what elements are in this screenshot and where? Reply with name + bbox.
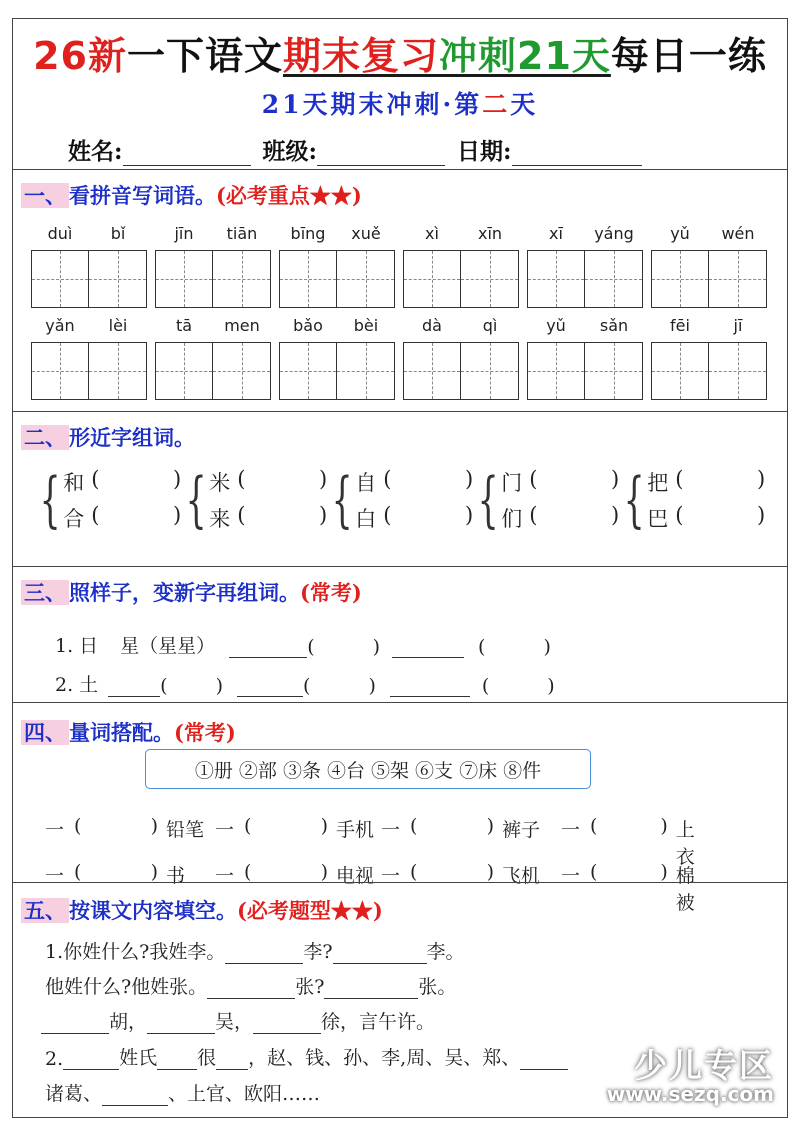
tianzige-pair [527,250,651,308]
left-paren: ( [74,861,82,883]
pinyin-word [31,224,155,308]
example-line: 1. 日 星（星星） ( ) ( ) [55,635,551,658]
character: 白 [355,507,377,531]
worksheet-subtitle: 21天期末冲刺·第二天 [261,90,539,119]
tianzige-box[interactable] [31,250,89,308]
pinyin-word [527,316,651,400]
section-pinyin [13,169,787,411]
answer-paren[interactable] [529,467,619,497]
section-heading: 三、 照样子，变新字再组词。(常考) [21,577,362,607]
pinyin-word [155,316,279,400]
tianzige-box[interactable] [585,250,643,308]
yi-char: 一 [561,865,581,887]
answer-blank[interactable] [207,977,295,999]
pinyin-labels [279,224,403,250]
pinyin-row [31,316,775,400]
answer-blank[interactable] [41,1012,109,1034]
measure-word-options: ①册 ②部 ③条 ④台 ⑤架 ⑥支 ⑦床 ⑧件 [145,749,591,789]
right-paren: ) [486,815,495,837]
pinyin-syllable: men [224,316,260,335]
section-new-chars [13,566,787,702]
char-pair-group [323,465,474,535]
tianzige-box[interactable] [651,342,709,400]
left-paren: ( [237,503,246,527]
char-pair-group [31,465,182,535]
fill-line: 诸葛、 、上官、欧阳…… [45,1083,321,1105]
pair-lines [647,467,765,533]
date-label: 日期: [457,138,512,165]
tianzige-box[interactable] [89,250,147,308]
answer-blank[interactable] [108,675,160,697]
section-heading: 四、 量词搭配。(常考) [21,717,236,747]
pinyin-word [651,224,775,308]
left-paren: ( [410,815,418,837]
answer-blank[interactable] [102,1084,168,1106]
pinyin-syllable: bǐ [110,224,126,243]
fill-line: 胡， 吴， 徐，言午许。 [41,1007,435,1034]
class-blank[interactable] [317,142,445,166]
pinyin-syllable: bǎo [293,316,323,335]
pinyin-labels [527,316,651,342]
pinyin-syllable: bèi [353,316,379,335]
char-word-line [501,503,619,533]
answer-blank[interactable] [324,977,418,999]
tianzige-pair [651,250,775,308]
character: 巴 [647,507,669,531]
left-paren: ( [91,467,100,491]
left-paren: ( [244,815,252,837]
answer-blank[interactable] [147,1012,215,1034]
left-paren: ( [675,467,684,491]
left-paren: ( [383,503,392,527]
character: 门 [501,471,523,495]
name-blank[interactable] [123,142,251,166]
exercise-line: 2. 土 ( ) ( ) ( ) [55,665,555,697]
answer-blank[interactable] [392,636,464,658]
brace-mark: { [331,465,353,535]
left-paren: ( [529,503,538,527]
tianzige-pair [155,342,279,400]
pinyin-word [279,316,403,400]
tianzige-box[interactable] [403,342,461,400]
tianzige-box[interactable] [279,342,337,400]
pinyin-syllable: yǔ [546,316,566,335]
answer-blank[interactable] [390,665,470,697]
tianzige-box[interactable] [31,342,89,400]
pair-lines [501,467,619,533]
pinyin-word [155,224,279,308]
noun: 书 [166,865,186,887]
answer-blank[interactable] [333,942,427,964]
pair-lines [209,467,327,533]
pinyin-labels [155,316,279,342]
answer-paren[interactable] [383,503,473,533]
pinyin-labels [31,224,155,250]
noun: 裤子 [502,819,541,841]
character: 把 [647,471,669,495]
char-word-line [355,503,473,533]
right-paren: ) [150,861,159,883]
character: 米 [209,471,231,495]
pinyin-syllable: fēi [670,316,690,335]
left-paren: ( [675,503,684,527]
fill-line: 1.你姓什么?我姓李。 李? 李。 [45,941,465,963]
name-label: 姓名: [68,138,123,165]
answer-paren[interactable] [529,503,619,533]
section-heading: 一、 看拼音写词语。(必考重点★★) [21,180,362,210]
pinyin-syllable: yáng [594,224,634,243]
pinyin-syllable: tā [175,316,193,335]
right-paren: ) [318,503,328,527]
brace-mark: { [185,465,207,535]
pinyin-syllable: yǔ [670,224,690,243]
noun: 电视 [336,865,375,887]
right-paren: ) [320,861,329,883]
char-word-line [355,467,473,497]
answer-blank[interactable] [216,1048,248,1070]
left-paren: ( [91,503,100,527]
yi-char: 一 [381,865,401,887]
answer-blank[interactable] [229,636,307,658]
char-pairs [31,465,766,535]
pinyin-labels [155,224,279,250]
answer-paren[interactable] [91,503,181,533]
right-paren: ) [756,467,766,491]
right-paren: ) [610,467,620,491]
pinyin-labels [403,224,527,250]
character: 合 [63,507,85,531]
pinyin-syllable: xì [425,224,439,243]
yi-char: 一 [45,865,65,887]
tianzige-box[interactable] [155,250,213,308]
character: 们 [501,507,523,531]
yi-char: 一 [45,819,65,841]
tianzige-pair [651,342,775,400]
answer-blank[interactable] [157,1048,197,1070]
answer-paren[interactable] [383,467,473,497]
worksheet-title: 26新一下语文期末复习冲刺21天每日一练 [33,34,767,78]
pinyin-syllable: lèi [108,316,128,335]
answer-blank[interactable] [237,675,303,697]
answer-paren[interactable] [675,467,765,497]
tianzige-box[interactable] [89,342,147,400]
yi-char: 一 [561,819,581,841]
left-paren: ( [383,467,392,491]
right-paren: ) [172,503,182,527]
class-label: 班级: [262,138,317,165]
right-paren: ) [486,861,495,883]
pinyin-labels [651,224,775,250]
right-paren: ) [464,467,474,491]
pinyin-labels [403,316,527,342]
yi-char: 一 [215,865,235,887]
answer-paren[interactable] [91,467,181,497]
fill-line: 2. 姓氏 很 ，赵、钱、孙、李,周、吴、郑、 [45,1043,568,1070]
yi-char: 一 [215,819,235,841]
pinyin-row [31,224,775,308]
pinyin-word [403,224,527,308]
tianzige-pair [31,250,155,308]
pinyin-labels [31,316,155,342]
char-word-line [501,467,619,497]
pair-lines [63,467,181,533]
pinyin-syllable: xuě [351,224,381,243]
section-heading: 五、 按课文内容填空。(必考题型★★) [21,895,383,925]
tianzige-box[interactable] [651,250,709,308]
yi-char: 一 [381,819,401,841]
right-paren: ) [610,503,620,527]
char-word-line [63,503,181,533]
answer-paren[interactable] [237,467,327,497]
fill-line: 他姓什么?他姓张。 张? 张。 [45,976,457,998]
tianzige-box[interactable] [461,250,519,308]
brace-mark: { [477,465,499,535]
right-paren: ) [172,467,182,491]
right-paren: ) [660,815,668,837]
left-paren: ( [244,861,252,883]
tianzige-pair [403,250,527,308]
left-paren: ( [590,815,598,837]
pinyin-syllable: dà [422,316,442,335]
pinyin-syllable: tiān [226,224,258,243]
pinyin-word [527,224,651,308]
tianzige-pair [31,342,155,400]
site-watermark: 少儿专区 www.sezq.com [606,1046,774,1106]
tianzige-box[interactable] [527,342,585,400]
tianzige-box[interactable] [337,342,395,400]
right-paren: ) [318,467,328,491]
char-pair-group [469,465,620,535]
pair-lines [355,467,473,533]
noun: 上衣 [675,819,695,868]
pinyin-labels [279,316,403,342]
worksheet [12,18,788,1118]
tianzige-box[interactable] [155,342,213,400]
tianzige-pair [155,250,279,308]
brace-mark: { [39,465,61,535]
char-pair-group [177,465,328,535]
character: 自 [355,471,377,495]
noun: 棉被 [675,865,695,914]
tianzige-box[interactable] [213,342,271,400]
tianzige-pair [403,342,527,400]
right-paren: ) [756,503,766,527]
student-info-row [68,133,654,166]
noun: 手机 [336,819,375,841]
tianzige-box[interactable] [337,250,395,308]
brace-mark: { [623,465,645,535]
tianzige-pair [527,342,651,400]
answer-blank[interactable] [253,1012,321,1034]
char-word-line [647,503,765,533]
right-paren: ) [320,815,329,837]
pinyin-syllable: jī [733,316,743,335]
answer-blank[interactable] [225,942,303,964]
character: 和 [63,471,85,495]
right-paren: ) [660,861,668,883]
right-paren: ) [464,503,474,527]
answer-paren[interactable] [237,503,327,533]
tianzige-pair [279,342,403,400]
pinyin-syllable: wén [721,224,755,243]
date-blank[interactable] [512,142,642,166]
pinyin-syllable: sǎn [599,316,629,335]
pinyin-syllable: jīn [174,224,194,243]
tianzige-box[interactable] [461,342,519,400]
answer-blank[interactable] [63,1048,119,1070]
pinyin-syllable: duì [47,224,73,243]
left-paren: ( [410,861,418,883]
pinyin-word [651,316,775,400]
tianzige-pair [279,250,403,308]
section-heading: 二、 形近字组词。 [21,422,195,452]
tianzige-box[interactable] [709,250,767,308]
answer-blank[interactable] [520,1048,568,1070]
pinyin-labels [527,224,651,250]
left-paren: ( [529,467,538,491]
noun: 铅笔 [166,819,205,841]
left-paren: ( [74,815,82,837]
char-word-line [209,503,327,533]
pinyin-syllable: qì [482,316,498,335]
tianzige-box[interactable] [213,250,271,308]
char-word-line [63,467,181,497]
tianzige-box[interactable] [279,250,337,308]
tianzige-box[interactable] [403,250,461,308]
pinyin-syllable: yǎn [45,316,75,335]
char-word-line [209,467,327,497]
pinyin-word [279,224,403,308]
pinyin-word [403,316,527,400]
pinyin-word [31,316,155,400]
char-word-line [647,467,765,497]
section-similar-chars [13,411,787,566]
char-pair-group [615,465,766,535]
left-paren: ( [590,861,598,883]
pinyin-syllable: bīng [290,224,326,243]
noun: 飞机 [502,865,541,887]
tianzige-box[interactable] [585,342,643,400]
pinyin-syllable: xī [549,224,563,243]
pinyin-labels [651,316,775,342]
tianzige-box[interactable] [527,250,585,308]
right-paren: ) [150,815,159,837]
answer-paren[interactable] [675,503,765,533]
character: 来 [209,507,231,531]
pinyin-syllable: xīn [477,224,503,243]
left-paren: ( [237,467,246,491]
tianzige-box[interactable] [709,342,767,400]
